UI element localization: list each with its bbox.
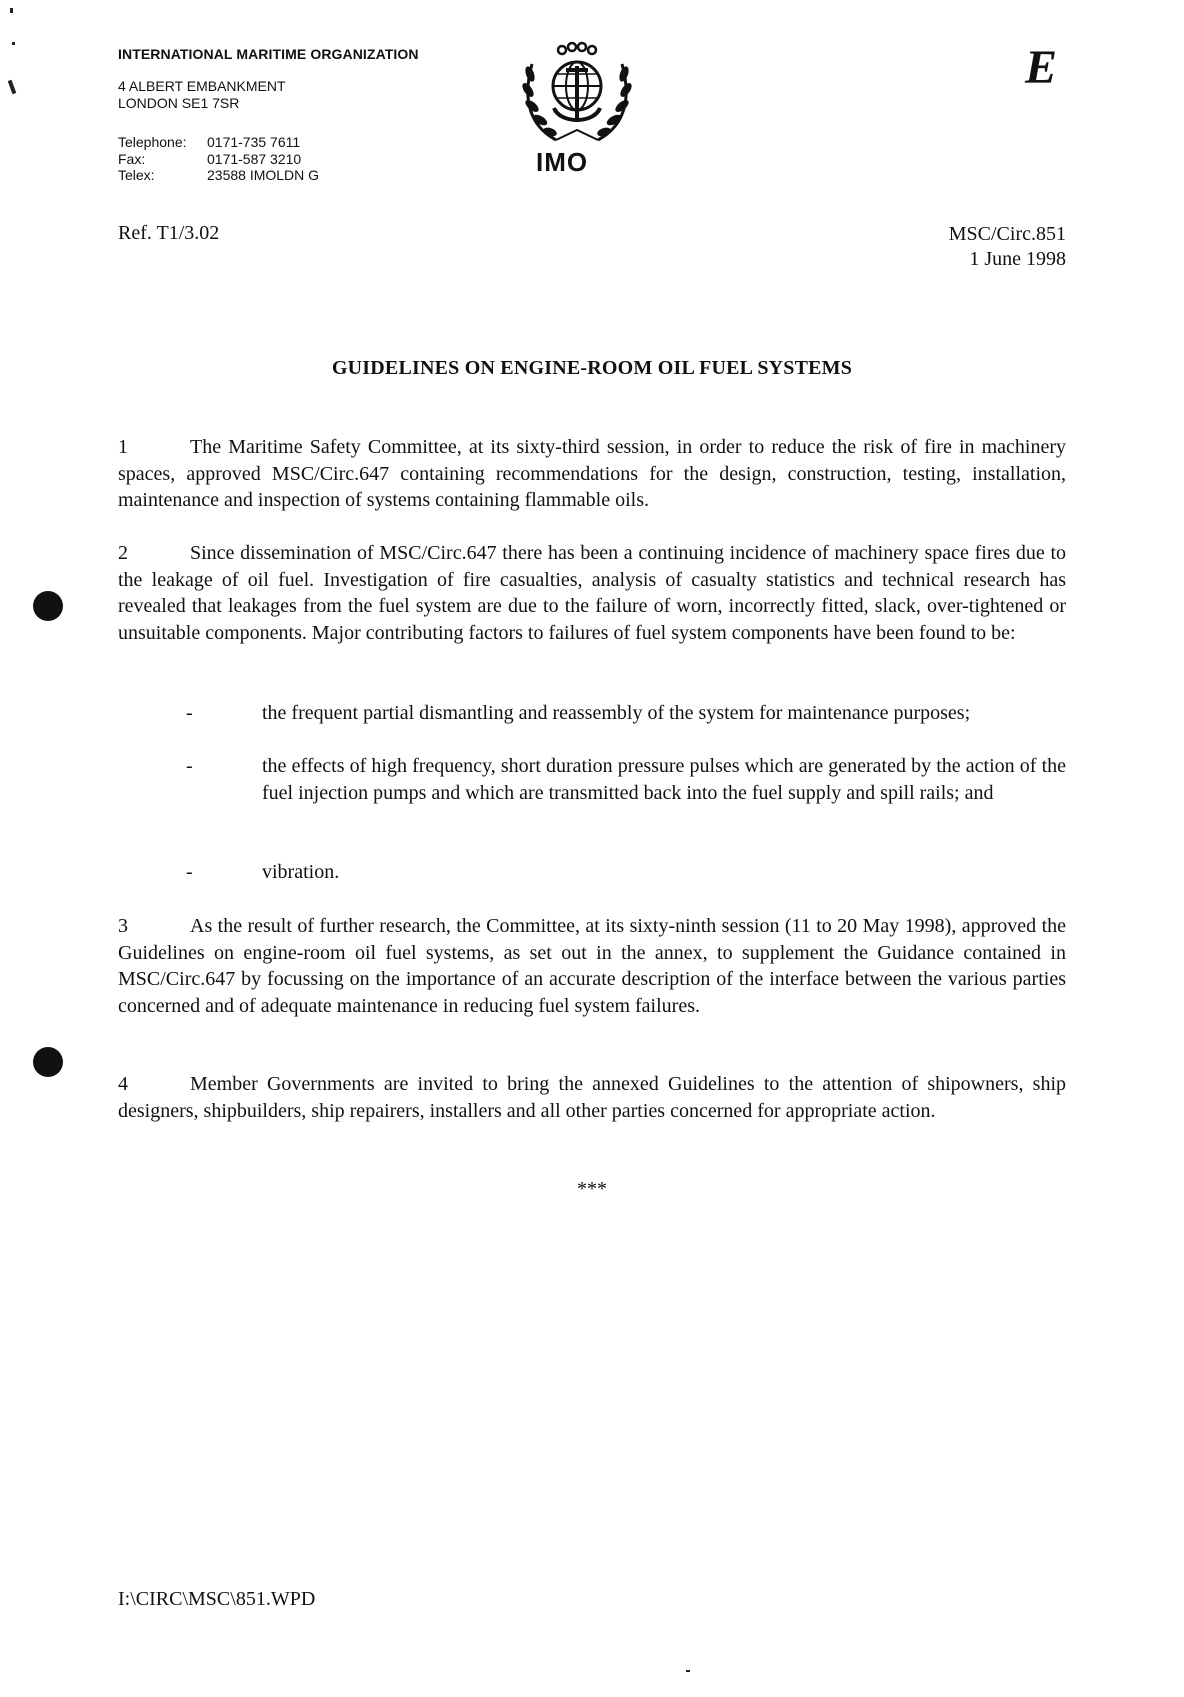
paragraph-2 [118, 540, 1066, 646]
list-item-text: the frequent partial dismantling and reassembly of the system for maintenance purposes; [262, 702, 971, 724]
contact-details [118, 134, 319, 184]
imo-logo-text: IMO [536, 147, 589, 177]
paragraph-4 [118, 1071, 1066, 1124]
paragraph-text: Since dissemination of MSC/Circ.647 there has been a continuing incidence of machinery space fires due to the leakage of oil fuel. Investigation of fire casualties, analysis of casualty statistics and technical research has revealed that leakages from the fuel system are due to the failure of worn, incorrectly fitted, slack, over-tightened or unsuitable components. Major contributing factors to failures of fuel system components have been found to be: [118, 542, 1066, 644]
file-path-footer: I:\CIRC\MSC\851.WPD [118, 1588, 316, 1610]
paragraph-text: The Maritime Safety Committee, at its sixty-third session, in order to reduce the risk of fire in machinery spaces, approved MSC/Circ.647 containing recommendations for the design, construction, testing, installation, maintenance and inspection of systems containing flammable oils. [118, 436, 1066, 511]
contact-label: Telex: [118, 167, 155, 183]
paragraph-number: 3 [118, 915, 128, 937]
document-title: GUIDELINES ON ENGINE-ROOM OIL FUEL SYSTEMS [331, 357, 853, 379]
contact-row-fax [118, 151, 319, 168]
address-line: 4 ALBERT EMBANKMENT [118, 78, 286, 94]
paragraph-number: 1 [118, 436, 128, 458]
imo-emblem-icon [516, 40, 638, 148]
organization-address [118, 78, 286, 112]
paragraph-1 [118, 434, 1066, 514]
scan-speck [686, 1670, 690, 1672]
contact-label: Telephone: [118, 134, 187, 150]
list-item [186, 859, 1066, 886]
paragraph-text: Member Governments are invited to bring the annexed Guidelines to the attention of shipowners, ship designers, shipbuilders, ship repairers, installers and all other parties concerned for appropriate action. [118, 1073, 1066, 1122]
reference-number: Ref. T1/3.02 [118, 222, 220, 244]
paragraph-text: As the result of further research, the Committee, at its sixty-ninth session (11 to 20 May 1998), approved the Guidelines on engine-room oil fuel systems, as set out in the annex, to supplement the Guidance contained in MSC/Circ.647 by focussing on the importance of an accurate description of the interface between the various parties concerned and of adequate maintenance in reducing fuel system failures. [118, 915, 1066, 1017]
contact-value: 23588 IMOLDN G [207, 167, 320, 183]
contact-row-telex [118, 167, 319, 184]
section-separator: *** [577, 1178, 607, 1200]
scan-speck [8, 80, 17, 95]
list-item [186, 700, 1066, 727]
circular-date: 1 June 1998 [969, 248, 1066, 270]
list-marker: - [186, 702, 193, 724]
list-item-text: the effects of high frequency, short duration pressure pulses which are generated by the action of the fuel injection pumps and which are transmitted back into the fuel supply and spill rails; and [262, 755, 1066, 804]
scan-speck [12, 42, 15, 45]
circular-reference [949, 222, 1066, 272]
paragraph-number: 4 [118, 1073, 128, 1095]
scan-speck [10, 8, 13, 13]
organization-name: INTERNATIONAL MARITIME ORGANIZATION [118, 46, 419, 62]
contact-value: 0171-735 7611 [207, 134, 301, 150]
paragraph-3 [118, 913, 1066, 1019]
contact-value: 0171-587 3210 [207, 150, 302, 167]
circular-number: MSC/Circ.851 [948, 223, 1066, 245]
address-line: LONDON SE1 7SR [118, 95, 240, 111]
contact-row-telephone [118, 134, 319, 151]
contact-label: Fax: [118, 150, 146, 167]
list-item [186, 753, 1066, 806]
language-mark: E [1025, 41, 1058, 94]
paragraph-number: 2 [118, 542, 128, 564]
list-item-text: vibration. [262, 861, 340, 883]
list-marker: - [186, 755, 193, 777]
punch-hole [33, 1047, 63, 1077]
list-marker: - [186, 861, 193, 883]
punch-hole [33, 591, 63, 621]
